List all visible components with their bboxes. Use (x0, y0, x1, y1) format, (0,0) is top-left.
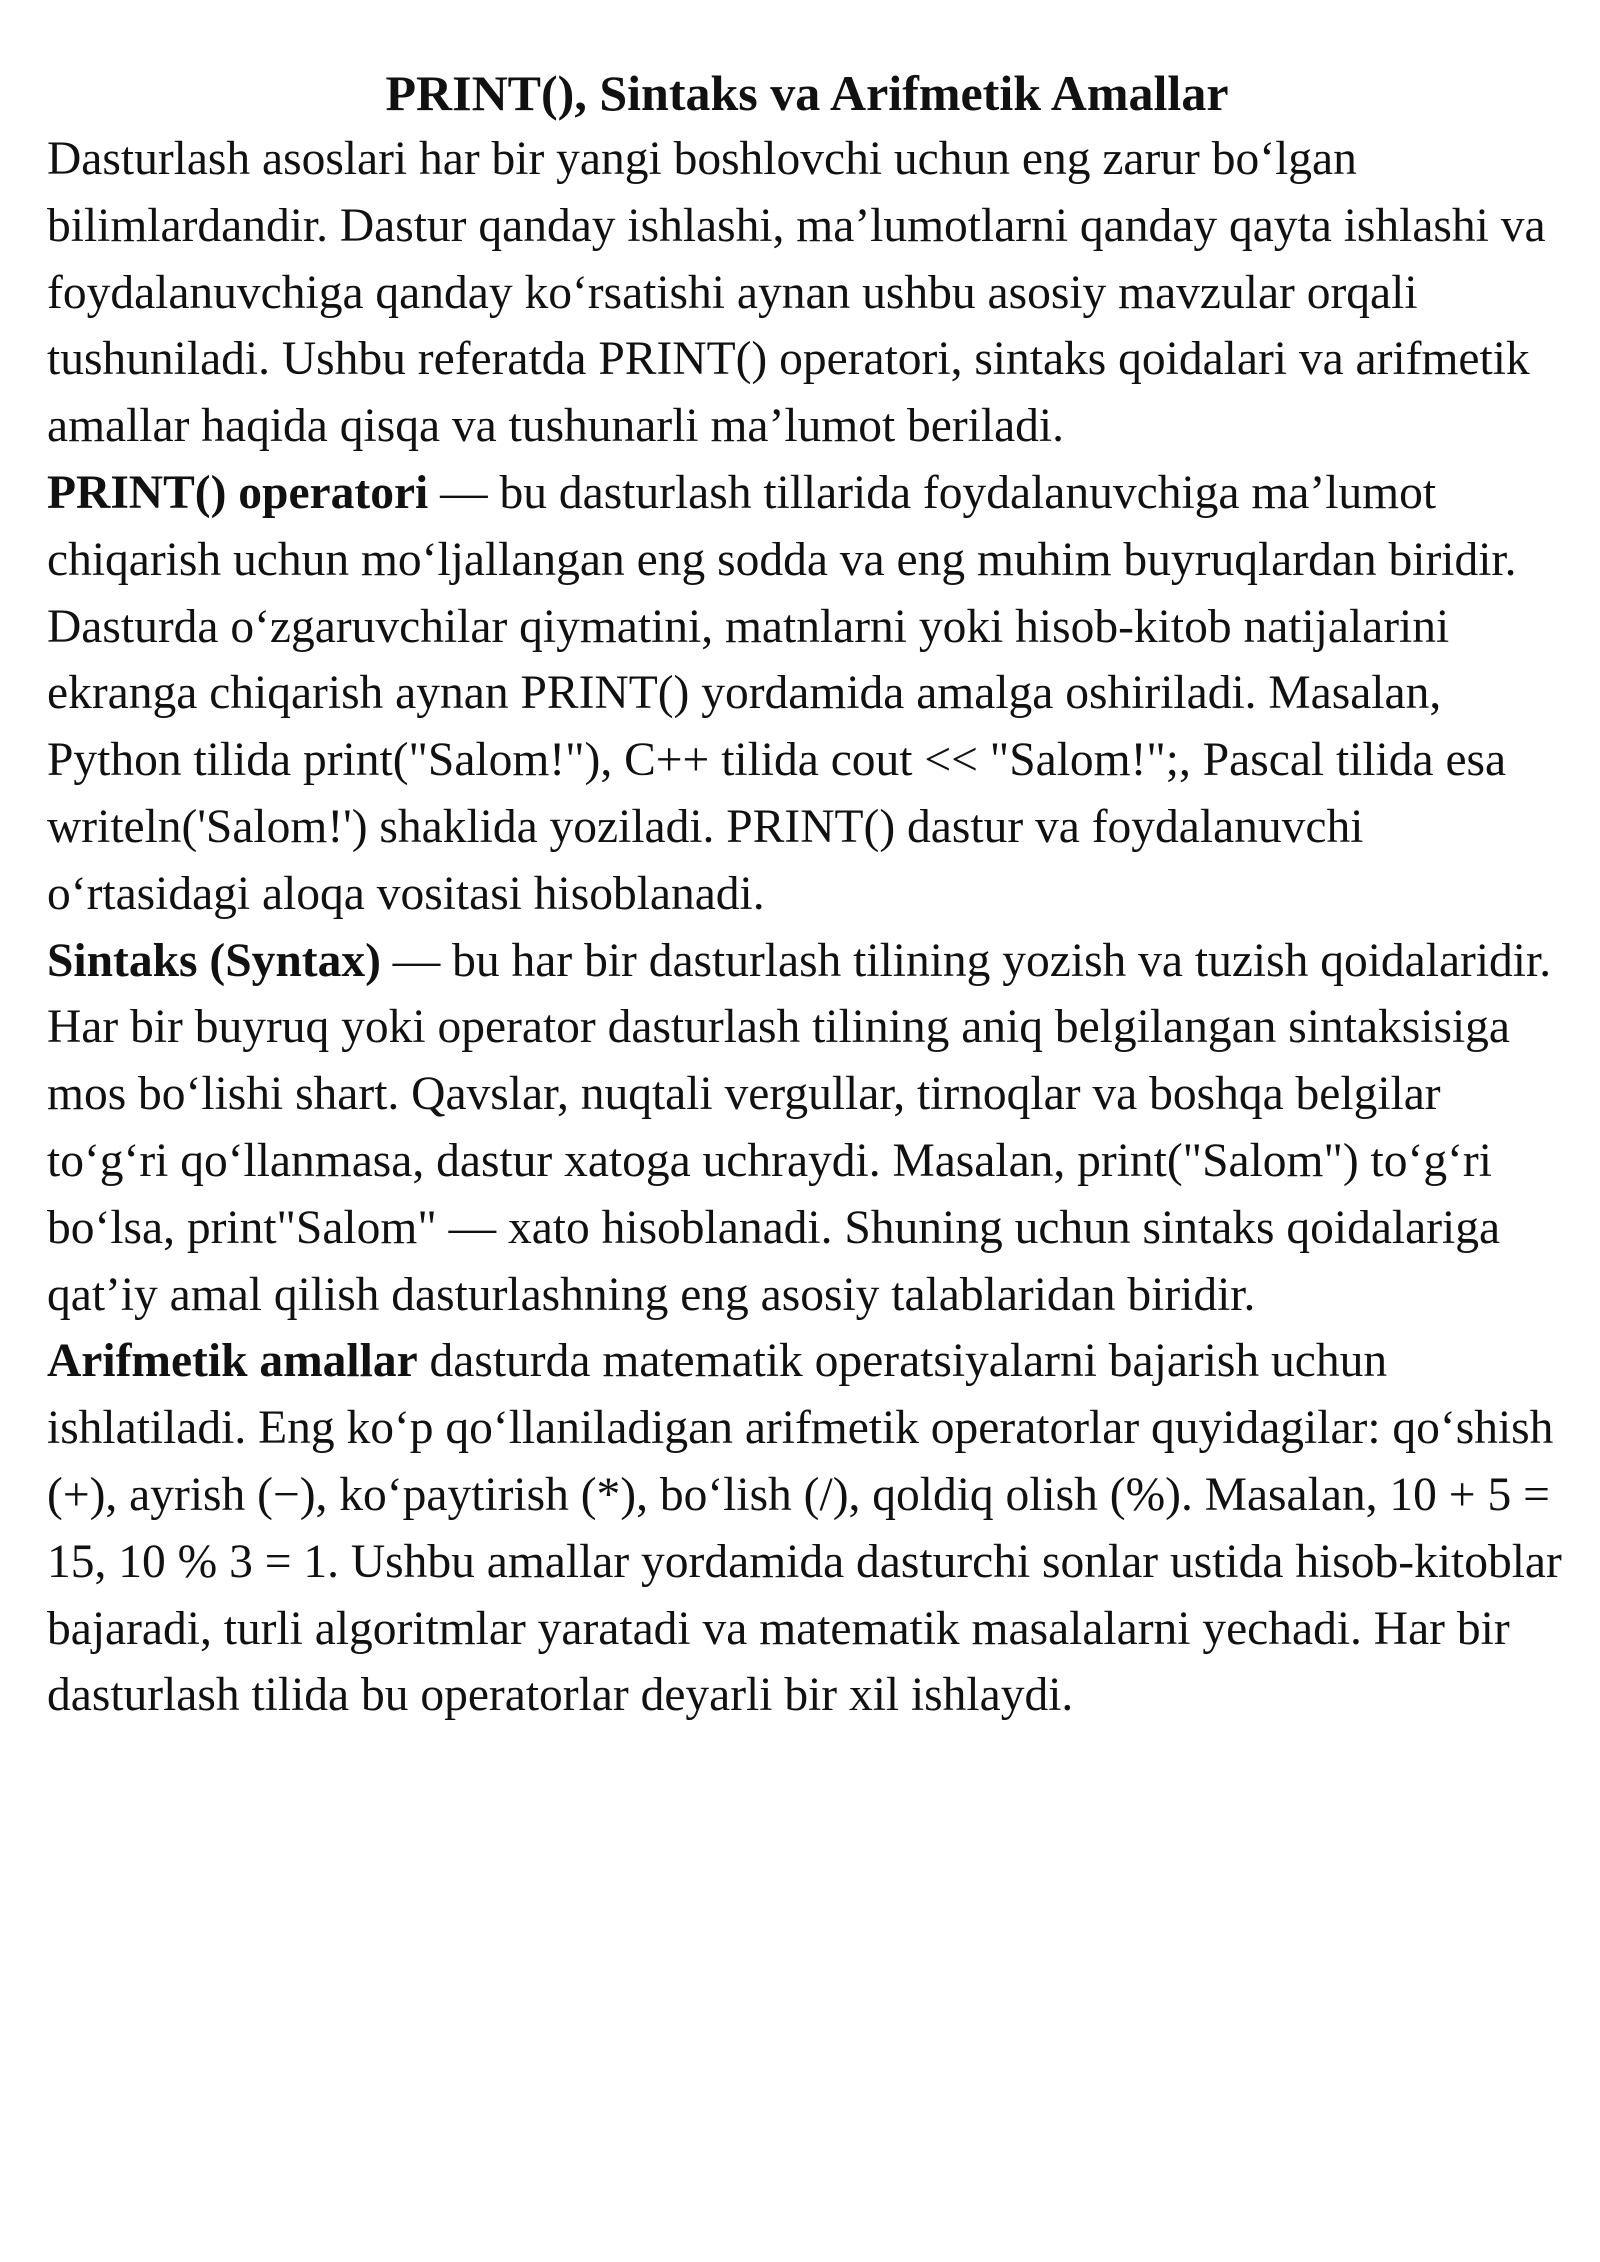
print-operator-paragraph (47, 460, 1567, 928)
syntax-heading: Sintaks (Syntax) (47, 934, 381, 987)
arithmetic-text: dasturda matematik operatsiyalarni bajarish uchun ishlatiladi. Eng ko‘p qo‘llaniladigan arifmetik operatorlar quyidagilar: qo‘shish (+), ayrish (−), ko‘paytirish (*), bo‘lish (/), qoldiq olish (%). Masalan, 10 + 5 = 15, 10 % 3 = 1. Ushbu amallar yordamida dasturchi sonlar ustida hisob-kitoblar bajaradi, turli algoritmlar yaratadi va matematik masalalarni yechadi. Har bir dasturlash tilida bu operatorlar deyarli bir xil ishlaydi. (47, 1335, 1562, 1722)
syntax-paragraph (47, 928, 1567, 1329)
document-title: PRINT(), Sintaks va Arifmetik Amallar (385, 65, 1229, 121)
print-operator-text: — bu dasturlash tillarida foydalanuvchiga ma’lumot chiqarish uchun mo‘ljallangan eng sodda va eng muhim buyruqlardan biridir. Dasturda o‘zgaruvchilar qiymatini, matnlarni yoki hisob-kitob natijalarini ekranga chiqarish aynan PRINT() yordamida amalga oshiriladi. Masalan, Python tilida print("Salom!"), C++ tilida cout << "Salom!";, Pascal tilida esa writeln('Salom!') shaklida yoziladi. PRINT() dastur va foydalanuvchi o‘rtasidagi aloqa vositasi hisoblanadi. (47, 466, 1517, 920)
print-operator-heading: PRINT() operatori (47, 466, 429, 519)
intro-paragraph: Dasturlash asoslari har bir yangi boshlovchi uchun eng zarur bo‘lgan bilimlardandir. Dastur qanday ishlashi, ma’lumotlarni qanday qayta ishlashi va foydalanuvchiga qanday ko‘rsatishi aynan ushbu asosiy mavzular orqali tushuniladi. Ushbu referatda PRINT() operatori, sintaks qoidalari va arifmetik amallar haqida qisqa va tushunarli ma’lumot beriladi. (47, 133, 1546, 453)
document-page (47, 60, 1567, 1729)
arithmetic-paragraph (47, 1328, 1567, 1729)
arithmetic-heading: Arifmetik amallar (47, 1335, 418, 1388)
syntax-text: — bu har bir dasturlash tilining yozish va tuzish qoidalaridir. Har bir buyruq yoki operator dasturlash tilining aniq belgilangan sintaksisiga mos bo‘lishi shart. Qavslar, nuqtali vergullar, tirnoqlar va boshqa belgilar to‘g‘ri qo‘llanmasa, dastur xatoga uchraydi. Masalan, print("Salom") to‘g‘ri bo‘lsa, print"Salom" — xato hisoblanadi. Shuning uchun sintaks qoidalariga qat’iy amal qilish dasturlashning eng asosiy talablaridan biridir. (47, 934, 1552, 1321)
